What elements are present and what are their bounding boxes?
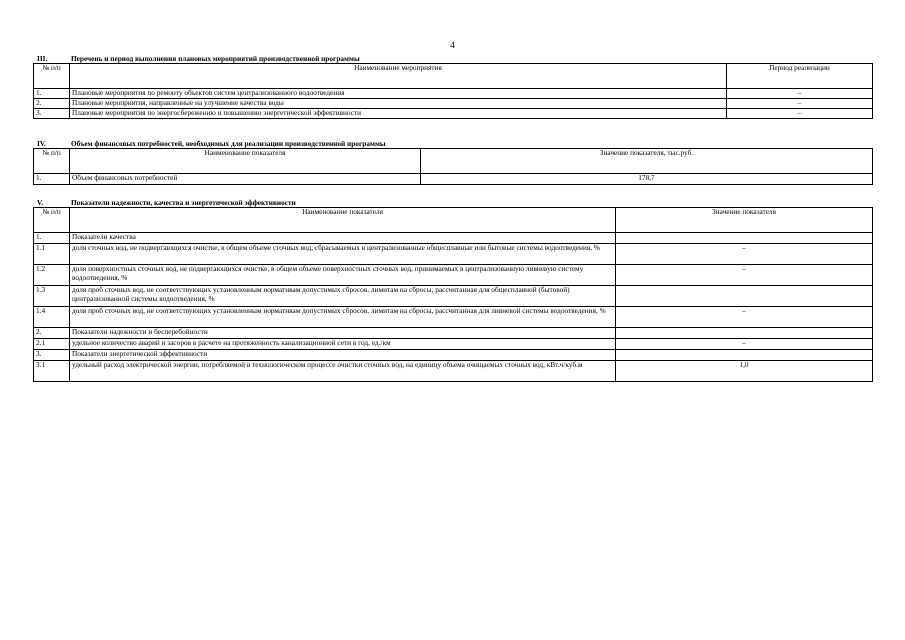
row-no: 2. (34, 328, 70, 339)
row-name: доля проб сточных вод, не соответствующих установленным нормативам допустимых сбросов, лимитам на сбросы, рассчитанная для ливневой системы водоотведения, % (70, 307, 616, 328)
row-value (616, 350, 873, 361)
row-no: 3.1 (34, 361, 70, 382)
row-name: Показатели качества (70, 233, 616, 244)
section-5-heading (37, 198, 296, 207)
section-5-title: Показатели надежности, качества и энергетической эффективности (71, 198, 296, 207)
section-3-title: Перечень и период выполнения плановых мероприятий производственной программы (71, 54, 360, 63)
row-period: – (727, 109, 873, 119)
row-value: 1,0 (616, 361, 873, 382)
table-row (34, 99, 873, 109)
row-value: 178,7 (421, 174, 873, 185)
row-no: 3. (34, 109, 70, 119)
section-5-number: V. (37, 198, 44, 207)
row-value (616, 286, 873, 307)
table-row (34, 339, 873, 350)
header-no: № п/п (34, 64, 70, 89)
section-5-table (33, 207, 873, 382)
row-no: 1. (34, 233, 70, 244)
section-4-table (33, 148, 873, 185)
row-name: Плановые мероприятия, направленные на улучшение качества воды (70, 99, 727, 109)
header-value: Значение показателя, тыс.руб. (421, 149, 873, 174)
header-value: Значение показателя (616, 208, 873, 233)
table-row (34, 265, 873, 286)
table-row (34, 244, 873, 265)
row-value: – (616, 307, 873, 328)
row-no: 1.3 (34, 286, 70, 307)
row-name: доля сточных вод, не подвергающихся очистке, в общем объеме сточных вод, сбрасываемых в централизованные общесплавные или бытовые системы водоотведения, % (70, 244, 616, 265)
table-row (34, 286, 873, 307)
table-row (34, 328, 873, 339)
row-name: удельный расход электрической энергии, потребляемой в технологическом процессе очистки сточных вод, на единицу объема очищаемых сточных вод, кВт.ч/куб.м (70, 361, 616, 382)
row-no: 1. (34, 174, 70, 185)
page-number: 4 (450, 40, 455, 50)
row-name: Объем финансовых потребностей (70, 174, 421, 185)
row-value: – (616, 244, 873, 265)
table-row (34, 109, 873, 119)
row-no: 3. (34, 350, 70, 361)
row-no: 2. (34, 99, 70, 109)
row-value (616, 233, 873, 244)
section-4-heading (37, 139, 386, 148)
section-3-table (33, 63, 873, 119)
table-row (34, 174, 873, 185)
header-name: Наименование показателя (70, 208, 616, 233)
header-name: Наименование мероприятия (70, 64, 727, 89)
table-row (34, 89, 873, 99)
row-name: Показатели энергетической эффективности (70, 350, 616, 361)
row-no: 1.4 (34, 307, 70, 328)
row-period: – (727, 99, 873, 109)
row-name: доля проб сточных вод, не соответствующих установленным нормативам допустимых сбросов, лимитам на сбросы, рассчитанная для общесплавной (бытовой) централизованной системы водоотведения, % (70, 286, 616, 307)
row-name: Плановые мероприятия по ремонту объектов систем централизованного водоотведения (70, 89, 727, 99)
row-value: – (616, 339, 873, 350)
row-no: 2.1 (34, 339, 70, 350)
section-3-number: III. (37, 54, 48, 63)
row-no: 1.2 (34, 265, 70, 286)
section-4-number: IV. (37, 139, 46, 148)
section-3-heading (37, 54, 360, 63)
row-name: Плановые мероприятия по энергосбережению и повышению энергетической эффективности (70, 109, 727, 119)
row-no: 1. (34, 89, 70, 99)
table-header-row (34, 64, 873, 89)
table-header-row (34, 208, 873, 233)
table-row (34, 350, 873, 361)
row-name: удельное количество аварий и засоров в расчете на протяженность канализационной сети в год, ед./км (70, 339, 616, 350)
row-value: – (616, 265, 873, 286)
header-period: Период реализации (727, 64, 873, 89)
row-no: 1.1 (34, 244, 70, 265)
row-name: Показатели надежности и бесперебойности (70, 328, 616, 339)
header-no: № п/п (34, 149, 70, 174)
table-row (34, 307, 873, 328)
header-name: Наименование показателя (70, 149, 421, 174)
header-no: № п/п (34, 208, 70, 233)
row-period: – (727, 89, 873, 99)
table-row (34, 233, 873, 244)
row-value (616, 328, 873, 339)
row-name: доля поверхностных сточных вод, не подвергающихся очистке, в общем объеме поверхностных сточных вод, принимаемых в централизованную ливневую систему водоотведения, % (70, 265, 616, 286)
table-row (34, 361, 873, 382)
table-header-row (34, 149, 873, 174)
section-4-title: Объем финансовых потребностей, необходимых для реализации производственной программы (71, 139, 386, 148)
